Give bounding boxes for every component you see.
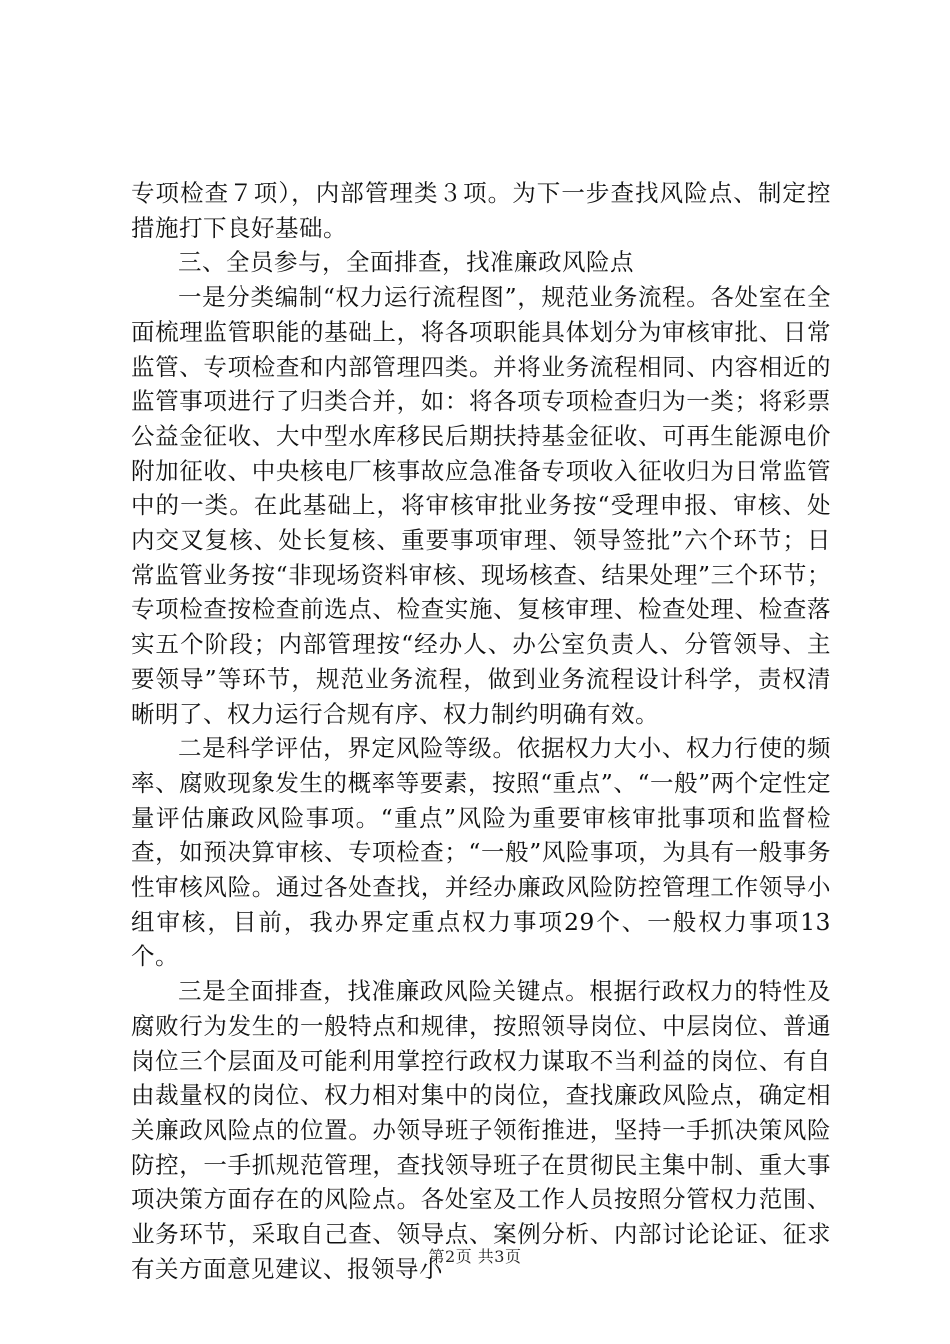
document-body [131, 176, 831, 1287]
section-heading: 三、全员参与，全面排查，找准廉政风险点 [178, 248, 634, 277]
paragraph-risk-points: 三是全面排查，找准廉政风险关键点。根据行政权力的特性及腐败行为发生的一般特点和规律，按照领导岗位、中层岗位、普通岗位三个层面及可能利用掌控行政权力谋取不当利益的岗位、有自由裁量权的岗位、权力相对集中的岗位，查找廉政风险点，确定相关廉政风险点的位置。办领导班子领衔推进，坚持一手抓决策风险防控，一手抓规范管理，查找领导班子在贯彻民主集中制、重大事项决策方面存在的风险点。各处室及工作人员按照分管权力范围、业务环节，采取自己查、领导点、案例分析、内部讨论论证、征求有关方面意见建议、报领导小 [131, 977, 831, 1283]
paragraph-process-chart: 一是分类编制“权力运行流程图”，规范业务流程。各处室在全面梳理监管职能的基础上，将各项职能具体划分为审核审批、日常监管、专项检查和内部管理四类。并将业务流程相同、内容相近的监管事项进行了归类合并，如：将各项专项检查归为一类；将彩票公益金征收、大中型水库移民后期扶持基金征收、可再生能源电价附加征收、中央核电厂核事故应急准备专项收入征收归为日常监管中的一类。在此基础上，将审核审批业务按“受理申报、审核、处内交叉复核、处长复核、重要事项审理、领导签批”六个环节；日常监管业务按“非现场资料审核、现场核查、结果处理”三个环节；专项检查按检查前选点、检查实施、复核审理、检查处理、检查落实五个阶段；内部管理按“经办人、办公室负责人、分管领导、主要领导”等环节，规范业务流程，做到业务流程设计科学，责权清晰明了、权力运行合规有序、权力制约明确有效。 [131, 283, 831, 728]
page-footer: 第2页 共3页 [428, 1247, 522, 1266]
paragraph-risk-assessment: 二是科学评估，界定风险等级。依据权力大小、权力行使的频率、腐败现象发生的概率等要素，按照“重点”、“一般”两个定性定量评估廉政风险事项。“重点”风险为重要审核审批事项和监督检查，如预决算审核、专项检查；“一般”风险事项，为具有一般事务性审核风险。通过各处查找，并经办廉政风险防控管理工作领导小组审核，目前，我办界定重点权力事项29个、一般权力事项13个。 [131, 734, 831, 971]
paragraph-continuation: 专项检查７项），内部管理类３项。为下一步查找风险点、制定控措施打下良好基础。 [131, 179, 831, 242]
